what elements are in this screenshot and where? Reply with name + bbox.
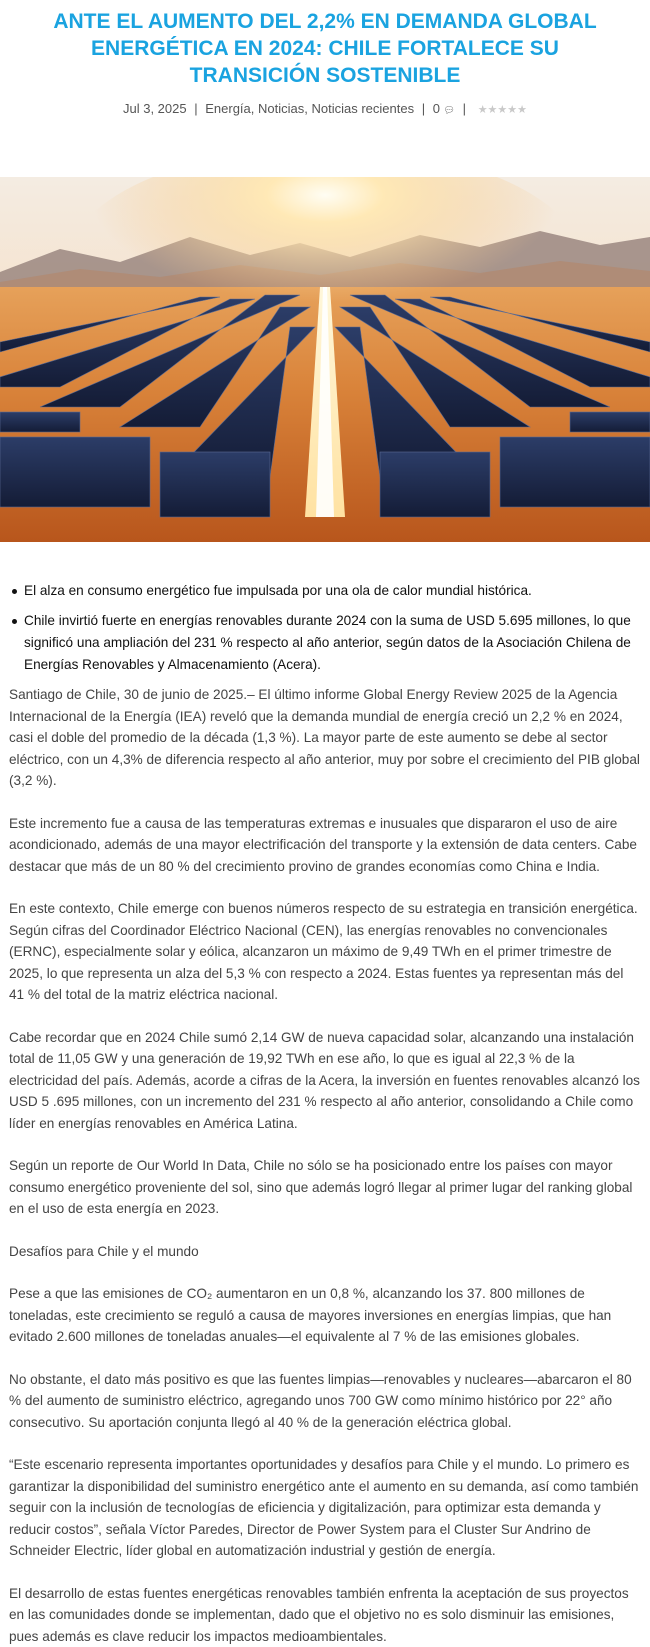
paragraph: Pese a que las emisiones de CO₂ aumentaron en un 0,8 %, alcanzando los 37. 800 millones de toneladas, este crecimiento se reguló a causa de mayores inversiones en energías limpias, que han evitado 2.600 millones de toneladas anuales—el equivalente al 7 % de las emisiones globales. bbox=[9, 1283, 640, 1348]
post-date: Jul 3, 2025 bbox=[123, 101, 187, 116]
paragraph: El desarrollo de estas fuentes energéticas renovables también enfrenta la aceptación de sus proyectos en las comunidades donde se implementan, dado que el objetivo no es solo disminuir las emisiones, pues además es clave reducir los impactos medioambientales. bbox=[9, 1583, 640, 1647]
section-heading: Desafíos para Chile y el mundo bbox=[9, 1241, 640, 1263]
category-link-noticias-recientes[interactable]: Noticias recientes bbox=[312, 101, 415, 116]
category-link-energia[interactable]: Energía bbox=[205, 101, 251, 116]
article-title: ANTE EL AUMENTO DEL 2,2% EN DEMANDA GLOBAL ENERGÉTICA EN 2024: CHILE FORTALECE SU TRANSICIÓN SOSTENIBLE bbox=[25, 8, 625, 89]
paragraph: Este incremento fue a causa de las temperaturas extremas e inusuales que dispararon el uso de aire acondicionado, además de una mayor electrificación del transporte y la extensión de data centers. Cabe destacar que más de un 80 % del crecimiento provino de grandes economías como China e India. bbox=[9, 813, 640, 878]
paragraph: No obstante, el dato más positivo es que las fuentes limpias—renovables y nucleares—abarcaron el 80 % del aumento de suministro eléctrico, agregando unos 700 GW como mínimo histórico por 22° año consecutivo. Su aportación conjunta llegó al 40 % de la generación eléctrica global. bbox=[9, 1369, 640, 1434]
paragraph: Cabe recordar que en 2024 Chile sumó 2,14 GW de nueva capacidad solar, alcanzando una instalación total de 11,05 GW y una generación de 19,92 TWh en ese año, lo que es igual al 22,3 % de la electricidad del país. Además, acorde a cifras de la Acera, la inversión en fuentes renovables alcanzó los USD 5 .695 millones, con un incremento del 231 % respecto al año anterior, consolidando a Chile como líder en energías renovables en América Latina. bbox=[9, 1027, 640, 1135]
article-body bbox=[0, 684, 650, 1647]
highlight-item: El alza en consumo energético fue impulsada por una ola de calor mundial histórica. bbox=[24, 580, 636, 602]
hero-image bbox=[0, 177, 650, 542]
paragraph: “Este escenario representa importantes oportunidades y desafíos para Chile y el mundo. Lo primero es garantizar la disponibilidad del suministro energético ante el aumento en su demanda, así como también seguir con la inclusión de tecnologías de eficiencia y digitalización, para optimizar esta demanda y reducir costos”, señala Víctor Paredes, Director de Power System para el Cluster Sur Andrino de Schneider Electric, líder global en automatización industrial y gestión de energía. bbox=[9, 1454, 640, 1562]
paragraph: Según un reporte de Our World In Data, Chile no sólo se ha posicionado entre los países con mayor consumo energético proveniente del sol, sino que además logró llegar al primer lugar del ranking global en el uso de esta energía en 2023. bbox=[9, 1155, 640, 1220]
category-link-noticias[interactable]: Noticias bbox=[258, 101, 304, 116]
rating-stars-icon[interactable]: ★★★★★ bbox=[478, 104, 527, 116]
paragraph: Santiago de Chile, 30 de junio de 2025.– El último informe Global Energy Review 2025 de la Agencia Internacional de la Energía (IEA) reveló que la demanda mundial de energía creció un 2,2 % en 2024, casi el doble del promedio de la década (1,3 %). La mayor parte de este aumento se debe al sector eléctrico, con un 4,3% de diferencia respecto al año anterior, muy por sobre el crecimiento del PIB global (3,2 %). bbox=[9, 684, 640, 792]
solar-panels-desert-image bbox=[0, 177, 650, 542]
article-header bbox=[0, 0, 650, 120]
highlight-item: Chile invirtió fuerte en energías renovables durante 2024 con la suma de USD 5.695 millones, lo que significó una ampliación del 231 % respecto al año anterior, según datos de la Asociación Chilena de Energías Renovables y Almacenamiento (Acera). bbox=[24, 610, 636, 676]
comment-bubble-icon: 💬︎ bbox=[444, 105, 455, 115]
comments-link[interactable] bbox=[433, 101, 455, 116]
comments-count: 0 bbox=[433, 101, 440, 116]
post-meta: Jul 3, 2025 | Energía, Noticias, Noticias recientes | 0 💬︎ | ★★★★★ bbox=[0, 99, 650, 120]
highlights-list bbox=[0, 580, 650, 676]
paragraph: En este contexto, Chile emerge con buenos números respecto de su estrategia en transición energética. Según cifras del Coordinador Eléctrico Nacional (CEN), las energías renovables no convencionales (ERNC), especialmente solar y eólica, alcanzaron un máximo de 9,49 TWh en el primer trimestre de 2025, lo que representa un alza del 5,3 % con respecto a 2024. Estas fuentes ya representan más del 41 % del total de la matriz eléctrica nacional. bbox=[9, 898, 640, 1006]
